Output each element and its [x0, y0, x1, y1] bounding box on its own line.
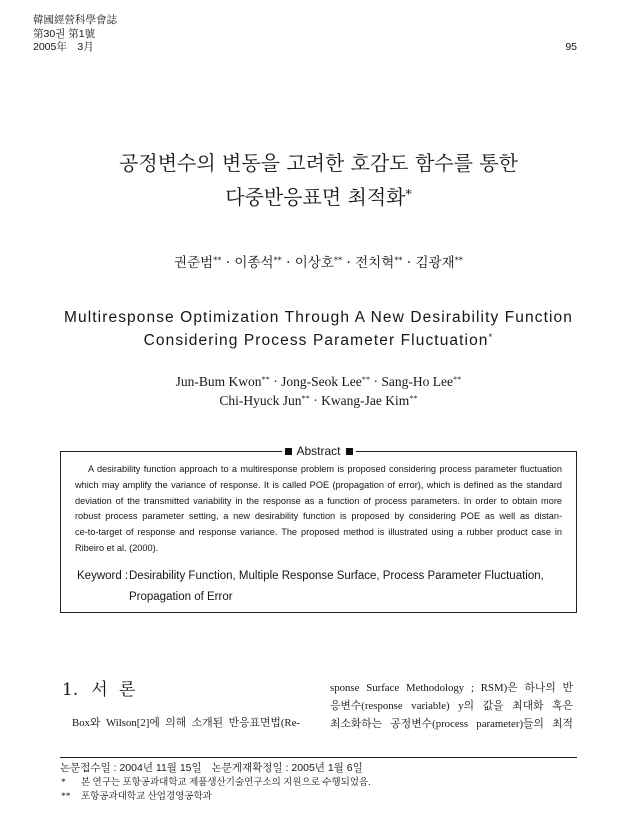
- body-line: 응변수(response variable) y의 값을 최대화 혹은: [330, 700, 573, 712]
- abstract-line: Ribeiro et al. (2000).: [75, 542, 159, 553]
- footnote-divider: [60, 757, 577, 758]
- title-footnote-mark: *: [405, 185, 412, 201]
- submission-dates: [60, 761, 577, 776]
- author-name: 이종석: [234, 255, 274, 271]
- affiliation-mark: **: [452, 374, 462, 384]
- affiliation-mark: **: [333, 254, 343, 265]
- keyword-line: Desirability Function, Multiple Response Surface, Process Parameter Fluctuation,: [129, 570, 544, 582]
- author-separator: ·: [313, 393, 318, 408]
- square-bullet-icon: [346, 448, 353, 455]
- footnote-text: 포항공과대학교 산업경영공학과: [81, 792, 212, 802]
- footnote-mark: *: [61, 777, 66, 788]
- keywords: [77, 566, 544, 608]
- affiliation-mark: **: [454, 254, 463, 265]
- affiliation-mark: **: [409, 393, 418, 403]
- abstract-heading: [281, 443, 355, 459]
- title-english-line-2: [0, 329, 637, 352]
- author-name: Chi-Hyuck Jun: [219, 393, 302, 408]
- keyword-label: Keyword :: [77, 570, 129, 582]
- author-name: Jun-Bum Kwon: [175, 374, 262, 389]
- body-column-left: [72, 714, 300, 732]
- square-bullet-icon: [284, 448, 291, 455]
- title-korean-line-2: [0, 180, 637, 214]
- title-english-line-2-text: Considering Process Parameter Fluctuation: [143, 332, 489, 349]
- affiliation-mark: **: [361, 374, 371, 384]
- authors-english-line-1: [0, 372, 637, 391]
- footnote-mark: **: [61, 792, 71, 802]
- journal-date: 2005年 3月: [33, 41, 94, 53]
- author-separator: ·: [406, 255, 412, 271]
- author-separator: ·: [346, 255, 351, 271]
- author-name: Jong-Seok Lee: [281, 374, 362, 389]
- abstract-line: which may amplify the variance of response. It is called POE (propagation of error), which is defined as the standard: [75, 479, 562, 490]
- body-line: Box와 Wilson[2]에 의해 소개된 반응표면법(Re-: [72, 717, 300, 729]
- affiliation-mark: **: [273, 254, 282, 265]
- affiliation-mark: **: [301, 393, 310, 403]
- footnote: [60, 790, 577, 805]
- author-separator: ·: [373, 374, 378, 389]
- authors-english: [0, 372, 637, 410]
- journal-header: [33, 14, 117, 55]
- journal-volume-issue: 第30권 第1號: [33, 27, 96, 40]
- title-korean: [0, 146, 637, 214]
- abstract-body: [75, 462, 562, 557]
- footnotes: [60, 761, 577, 805]
- title-korean-line-1: 공정변수의 변동을 고려한 호감도 함수를 통한: [119, 151, 518, 175]
- author-name: 이상호: [294, 255, 334, 271]
- author-separator: ·: [286, 255, 291, 271]
- affiliation-mark: **: [213, 254, 222, 265]
- keyword-list: [129, 566, 544, 608]
- section-heading: [62, 679, 138, 701]
- abstract-line: ce-to-target of response and response variance. The proposed method is illustrated using a rubber product case in: [75, 527, 562, 538]
- body-column-right: [330, 679, 573, 733]
- footnote-text: 본 연구는 포항공과대학교 제품생산기술연구소의 지원으로 수행되었음.: [81, 777, 371, 788]
- received-date: 논문접수일 : 2004년 11월 15일: [60, 762, 202, 774]
- author-separator: ·: [225, 255, 231, 271]
- abstract-heading-text: Abstract: [296, 444, 341, 458]
- title-english: [0, 306, 637, 352]
- authors-english-line-2: [0, 391, 637, 410]
- title-english-line-1: Multiresponse Optimization Through A New Desirability Function: [63, 309, 573, 326]
- journal-name: 韓國經營科學會誌: [33, 14, 117, 26]
- section-title: 서 론: [91, 680, 139, 700]
- authors-korean: [0, 254, 637, 272]
- abstract-line: A desirability function approach to a multiresponse problem is proposed considering process parameter fluctuation: [88, 464, 562, 474]
- section-number: 1.: [62, 680, 79, 700]
- title-footnote-mark: *: [488, 332, 494, 344]
- affiliation-mark: **: [261, 374, 270, 384]
- affiliation-mark: **: [394, 254, 403, 265]
- keyword-line: Propagation of Error: [129, 591, 233, 603]
- page-number: 95: [565, 41, 577, 53]
- title-korean-line-2-text: 다중반응표면 최적화: [225, 185, 406, 209]
- accepted-date: 논문게재확정일 : 2005년 1월 6일: [211, 762, 363, 774]
- abstract-line: robust process parameter setting, a new desirability function is proposed by considering POE as well as distan-: [75, 511, 562, 522]
- footnote: [60, 776, 577, 791]
- body-line: sponse Surface Methodology ; RSM)은 하나의 반: [330, 682, 573, 694]
- author-name: 김광재: [415, 255, 455, 271]
- author-name: 전치혁: [355, 255, 395, 271]
- author-name: Sang-Ho Lee: [381, 374, 453, 389]
- author-name: 권준범: [174, 255, 214, 271]
- body-line: 최소화하는 공정변수(process parameter)들의 최적: [330, 718, 573, 730]
- abstract-box: [60, 444, 577, 613]
- author-name: Kwang-Jae Kim: [321, 393, 410, 408]
- abstract-line: deviation of the transmitted variability in the response as a function of process parameters. In order to obtain more: [75, 495, 562, 506]
- author-separator: ·: [273, 374, 278, 389]
